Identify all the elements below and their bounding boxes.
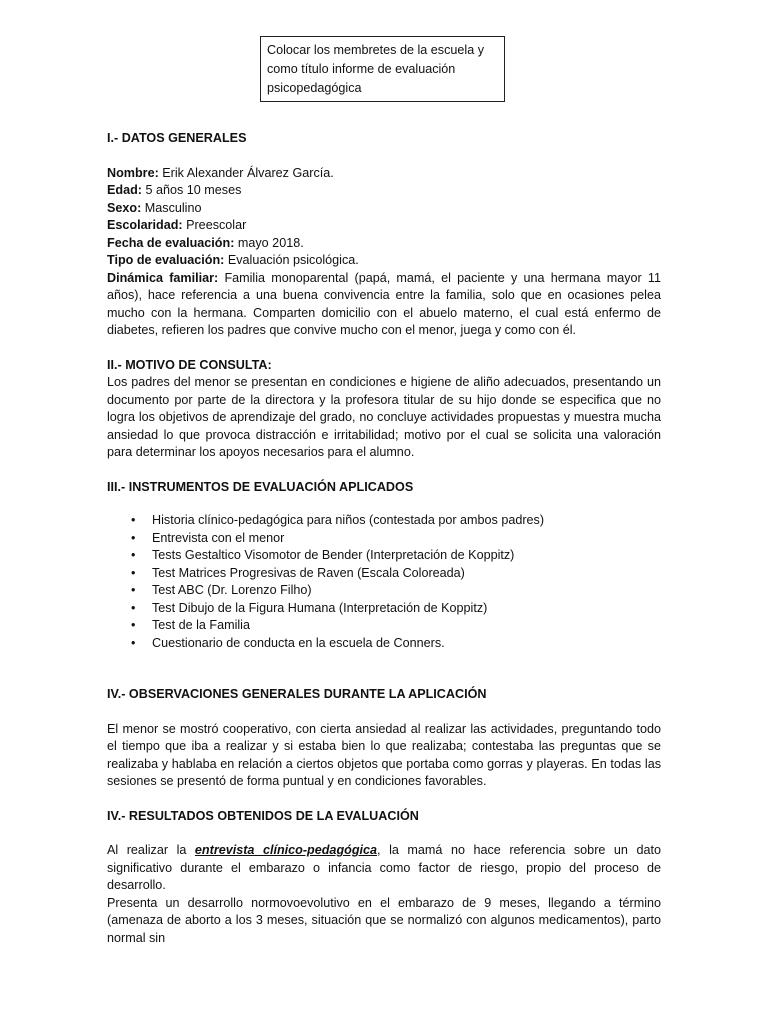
motivo-paragraph: Los padres del menor se presentan en condiciones e higiene de aliño adecuados, presentando un documento por parte de la directora y la profesora titular de su hijo donde se especifica que no logra los objetivos de aprendizaje del grado, no concluye actividades propuestas y muestra mucha ansiedad lo que provoca distracción e irritabilidad; motivo por el cual se solicita una valoración para determinar los apoyos necesarios para el alumno. <box>107 375 661 459</box>
section-heading-instrumentos: III.- INSTRUMENTOS DE EVALUACIÓN APLICADOS <box>107 479 414 494</box>
field-escolaridad <box>107 217 661 235</box>
field-edad <box>107 182 661 200</box>
bullet-icon: • <box>131 635 136 650</box>
report-body <box>107 130 661 947</box>
list-item-text: Entrevista con el menor <box>152 530 285 545</box>
resultados-p1-prefix: Al realizar la <box>107 843 195 857</box>
resultados-paragraph-2: Presenta un desarrollo normovoevolutivo en el embarazo de 9 meses, llegando a término (amenaza de aborto a los 3 meses, situación que se normalizó con algunos medicamentos), parto normal sin <box>107 895 661 945</box>
field-dinamica-label: Dinámica familiar: <box>107 270 219 285</box>
section-heading-datos-generales: I.- DATOS GENERALES <box>107 131 247 145</box>
field-dinamica-value: Familia monoparental (papá, mamá, el paciente y una hermana mayor 11 años), hace referencia a una buena convivencia entre la familia, solo que en ocasiones pelea mucho con la hermana. Comparten domicilio con el abuelo materno, el cual está enfermo de diabetes, refieren los padres que convive mucho con el menor, juega y como con él. <box>107 270 661 337</box>
section-heading-motivo: II.- MOTIVO DE CONSULTA: <box>107 357 272 372</box>
list-item-text: Historia clínico-pedagógica para niños (contestada por ambos padres) <box>152 513 545 527</box>
section-heading-observaciones: IV.- OBSERVACIONES GENERALES DURANTE LA APLICACIÓN <box>107 687 487 701</box>
list-item-text: Test Matrices Progresivas de Raven (Escala Coloreada) <box>152 565 465 580</box>
list-item-text: Cuestionario de conducta en la escuela de Conners. <box>152 635 445 650</box>
list-item-text: Test de la Familia <box>152 618 250 632</box>
field-fecha-label: Fecha de evaluación: <box>107 235 235 250</box>
list-item <box>107 547 661 565</box>
note-line-2: como título informe de evaluación <box>267 62 456 76</box>
field-edad-label: Edad: <box>107 183 142 197</box>
field-fecha-value: mayo 2018. <box>234 235 304 250</box>
observaciones-paragraph: El menor se mostró cooperativo, con cierta ansiedad al realizar las actividades, preguntando todo el tiempo que iba a realizar y si estaba bien lo que realizaba; contestaba las preguntas que se realizaba y hablaba en relación a ciertos objetos que portaba como gorras y playeras. En todas las sesiones se presentó de forma puntual y en condiciones favorables. <box>107 721 661 788</box>
field-edad-value: 5 años 10 meses <box>141 183 242 197</box>
field-dinamica-familiar <box>107 270 661 340</box>
bullet-icon: • <box>131 583 136 597</box>
list-item-text: Tests Gestaltico Visomotor de Bender (Interpretación de Koppitz) <box>152 548 515 562</box>
note-line-3: psicopedagógica <box>267 81 362 95</box>
bullet-icon: • <box>131 530 136 545</box>
list-item-text: Test Dibujo de la Figura Humana (Interpretación de Koppitz) <box>152 600 488 615</box>
list-item-text: Test ABC (Dr. Lorenzo Filho) <box>152 583 312 597</box>
bullet-icon: • <box>131 618 136 632</box>
instruments-list <box>107 512 661 652</box>
field-tipo <box>107 252 661 270</box>
list-item <box>107 617 661 635</box>
field-nombre-label: Nombre: <box>107 165 159 180</box>
note-line-1: Colocar los membretes de la escuela y <box>267 43 484 57</box>
field-sexo-label: Sexo: <box>107 200 142 215</box>
resultados-p1-suffix: , la mamá no hace referencia sobre un dato significativo durante el embarazo o infancia como factor de riesgo, propio del proceso de desarrollo. <box>107 843 661 892</box>
entrevista-emphasis: entrevista clínico-pedagógica <box>194 843 378 857</box>
field-tipo-value: Evaluación psicológica. <box>224 253 359 267</box>
list-item <box>107 635 661 653</box>
field-sexo <box>107 200 661 218</box>
field-escolaridad-label: Escolaridad: <box>107 218 183 232</box>
bullet-icon: • <box>131 565 136 580</box>
letterhead-instruction-box <box>260 36 505 102</box>
list-item <box>107 565 661 583</box>
field-tipo-label: Tipo de evaluación: <box>107 253 225 267</box>
resultados-paragraph-1 <box>107 842 661 895</box>
bullet-icon: • <box>131 548 136 562</box>
field-nombre <box>107 165 661 183</box>
field-sexo-value: Masculino <box>141 200 202 215</box>
section-heading-resultados: IV.- RESULTADOS OBTENIDOS DE LA EVALUACIÓN <box>107 808 419 823</box>
list-item <box>107 512 661 530</box>
field-fecha <box>107 235 661 253</box>
field-nombre-value: Erik Alexander Álvarez García. <box>158 165 334 180</box>
list-item <box>107 600 661 618</box>
field-escolaridad-value: Preescolar <box>182 218 247 232</box>
bullet-icon: • <box>131 513 136 527</box>
list-item <box>107 530 661 548</box>
list-item <box>107 582 661 600</box>
bullet-icon: • <box>131 600 136 615</box>
